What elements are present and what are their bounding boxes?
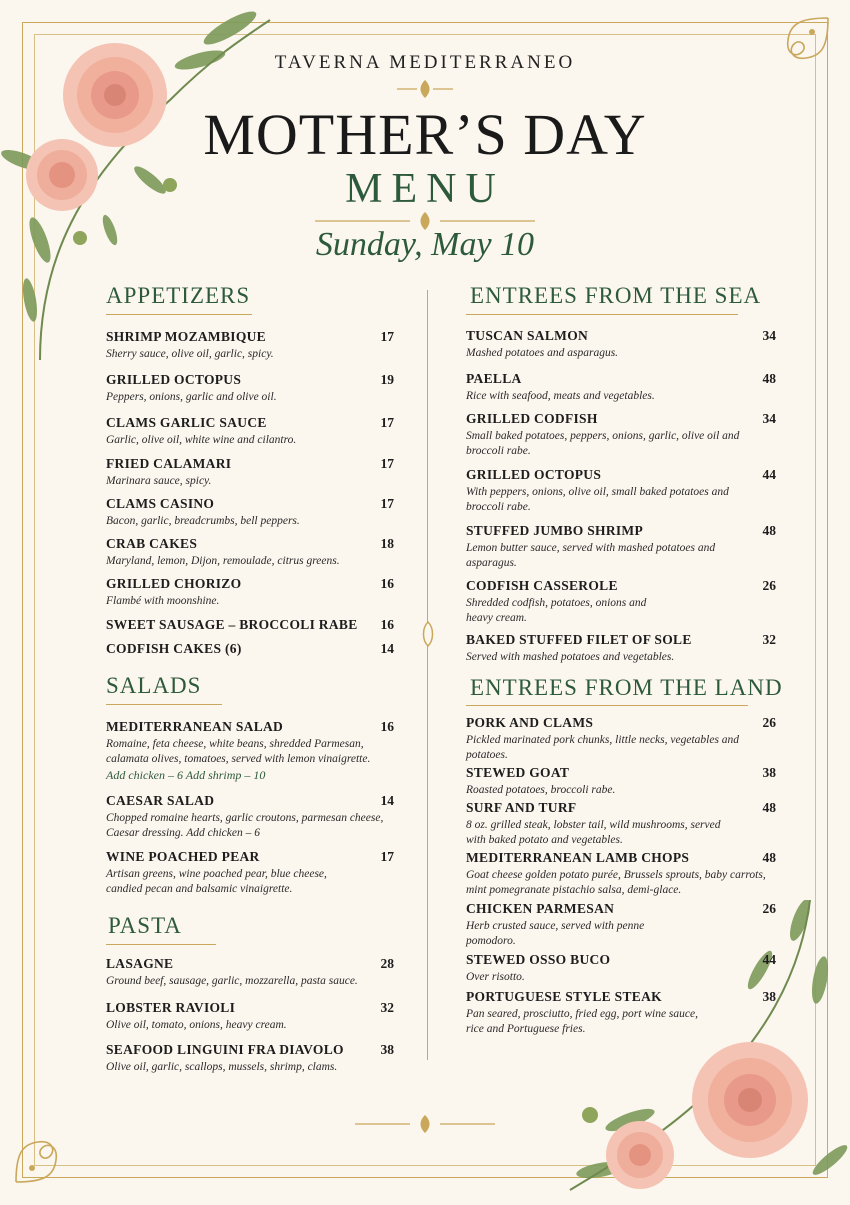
item-price: 26 [762, 578, 776, 593]
section-rule [106, 704, 222, 705]
menu-item: STUFFED JUMBO SHRIMP 48 Lemon butter sauce, served with mashed potatoes and asparagus. [466, 523, 776, 569]
item-price: 32 [762, 632, 776, 647]
item-price: 19 [380, 372, 394, 387]
menu-item: SEAFOOD LINGUINI FRA DIAVOLO 38 Olive oil, garlic, scallops, mussels, shrimp, clams. [106, 1042, 394, 1073]
item-price: 16 [380, 617, 394, 632]
menu-item: CLAMS CASINO 17 Bacon, garlic, breadcrumbs, bell peppers. [106, 496, 394, 527]
menu-item: STEWED OSSO BUCO 44 Over risotto. [466, 952, 776, 983]
menu-item: PORK AND CLAMS 26 Pickled marinated pork chunks, little necks, vegetables and potatoes. [466, 715, 776, 761]
item-price: 44 [762, 952, 776, 967]
section-title-appetizers: APPETIZERS [106, 283, 251, 308]
menu-item: PAELLA 48 Rice with seafood, meats and vegetables. [466, 371, 776, 402]
section-title-entrees-land: ENTREES FROM THE LAND [470, 675, 783, 700]
menu-item: PORTUGUESE STYLE STEAK 38 Pan seared, prosciutto, fried egg, port wine sauce, rice and Portuguese fries. [466, 989, 776, 1035]
item-addon: Add chicken – 6 Add shrimp – 10 [106, 768, 266, 782]
menu-item: LASAGNE 28 Ground beef, sausage, garlic, mozzarella, pasta sauce. [106, 956, 394, 987]
menu-item: GRILLED OCTOPUS 19 Peppers, onions, garlic and olive oil. [106, 372, 394, 403]
menu-item: LOBSTER RAVIOLI 32 Olive oil, tomato, onions, heavy cream. [106, 1000, 394, 1031]
menu-item: STEWED GOAT 38 Roasted potatoes, broccoli rabe. [466, 765, 776, 796]
menu-item: SWEET SAUSAGE – BROCCOLI RABE 16 [106, 617, 394, 632]
item-price: 34 [762, 411, 776, 426]
menu-item: GRILLED OCTOPUS 44 With peppers, onions, olive oil, small baked potatoes and broccoli rabe. [466, 467, 776, 513]
item-price: 14 [380, 793, 394, 808]
item-price: 18 [380, 536, 394, 551]
item-price: 48 [762, 371, 776, 386]
event-date: Sunday, May 10 [315, 226, 535, 263]
column-divider [427, 290, 428, 1060]
bottom-ornament-icon [355, 1113, 495, 1140]
item-price: 16 [380, 719, 394, 734]
section-title-pasta: PASTA [108, 913, 182, 938]
item-price: 17 [380, 415, 394, 430]
item-price: 17 [380, 849, 394, 864]
menu-item: SHRIMP MOZAMBIQUE 17 Sherry sauce, olive oil, garlic, spicy. [106, 329, 394, 360]
item-price: 32 [380, 1000, 394, 1015]
item-price: 34 [762, 328, 776, 343]
section-rule [466, 705, 748, 706]
item-price: 14 [380, 641, 394, 656]
item-price: 17 [380, 496, 394, 511]
menu-item: FRIED CALAMARI 17 Marinara sauce, spicy. [106, 456, 394, 487]
item-price: 48 [762, 523, 776, 538]
page-title: MOTHER’S DAY [203, 102, 647, 167]
menu-item: CRAB CAKES 18 Maryland, lemon, Dijon, remoulade, citrus greens. [106, 536, 394, 567]
menu-item: WINE POACHED PEAR 17 Artisan greens, wine poached pear, blue cheese, candied pecan and balsamic vinaigrette. [106, 849, 394, 895]
section-rule [466, 314, 738, 315]
item-price: 38 [762, 989, 776, 1004]
item-price: 26 [762, 715, 776, 730]
item-price: 28 [380, 956, 394, 971]
item-price: 44 [762, 467, 776, 482]
restaurant-name: TAVERNA MEDITERRANEO [274, 52, 576, 73]
menu-item: BAKED STUFFED FILET OF SOLE 32 Served with mashed potatoes and vegetables. [466, 632, 776, 663]
item-price: 17 [380, 456, 394, 471]
section-title-salads: SALADS [106, 673, 202, 698]
item-price: 26 [762, 901, 776, 916]
menu-item: CAESAR SALAD 14 Chopped romaine hearts, garlic croutons, parmesan cheese, Caesar dressing. Add chicken – 6 [106, 793, 394, 839]
menu-item: MEDITERRANEAN SALAD 16 Romaine, feta cheese, white beans, shredded Parmesan, calamata olives, tomatoes, served with lemon vinaigrette. Add chicken – 6 Add shrimp – 10 [106, 719, 394, 782]
item-price: 17 [380, 329, 394, 344]
menu-item: CODFISH CASSEROLE 26 Shredded codfish, potatoes, onions and heavy cream. [466, 578, 776, 624]
header-ornament-icon [395, 78, 455, 105]
section-rule [106, 314, 252, 315]
item-price: 38 [762, 765, 776, 780]
menu-item: SURF AND TURF 48 8 oz. grilled steak, lobster tail, wild mushrooms, served with baked potato and vegetables. [466, 800, 776, 846]
section-title-entrees-sea: ENTREES FROM THE SEA [470, 283, 762, 308]
menu-item: GRILLED CHORIZO 16 Flambé with moonshine. [106, 576, 394, 607]
menu-item: CLAMS GARLIC SAUCE 17 Garlic, olive oil, white wine and cilantro. [106, 415, 394, 446]
column-divider-ornament-icon [417, 620, 439, 653]
corner-flourish-bottom-left [14, 1096, 104, 1186]
item-price: 48 [762, 800, 776, 815]
item-price: 38 [380, 1042, 394, 1057]
item-price: 16 [380, 576, 394, 591]
menu-item: TUSCAN SALMON 34 Mashed potatoes and asparagus. [466, 328, 776, 359]
menu-item: CHICKEN PARMESAN 26 Herb crusted sauce, served with penne pomodoro. [466, 901, 776, 947]
menu-item: GRILLED CODFISH 34 Small baked potatoes, peppers, onions, garlic, olive oil and broccoli rabe. [466, 411, 776, 457]
page-subtitle: MENU [345, 166, 505, 212]
menu-item: MEDITERRANEAN LAMB CHOPS 48 Goat cheese golden potato purée, Brussels sprouts, baby carrots, mint pomegranate pistachio salsa, demi-glace. [466, 850, 776, 896]
menu-item: CODFISH CAKES (6) 14 [106, 641, 394, 656]
item-price: 48 [762, 850, 776, 865]
section-rule [106, 944, 216, 945]
